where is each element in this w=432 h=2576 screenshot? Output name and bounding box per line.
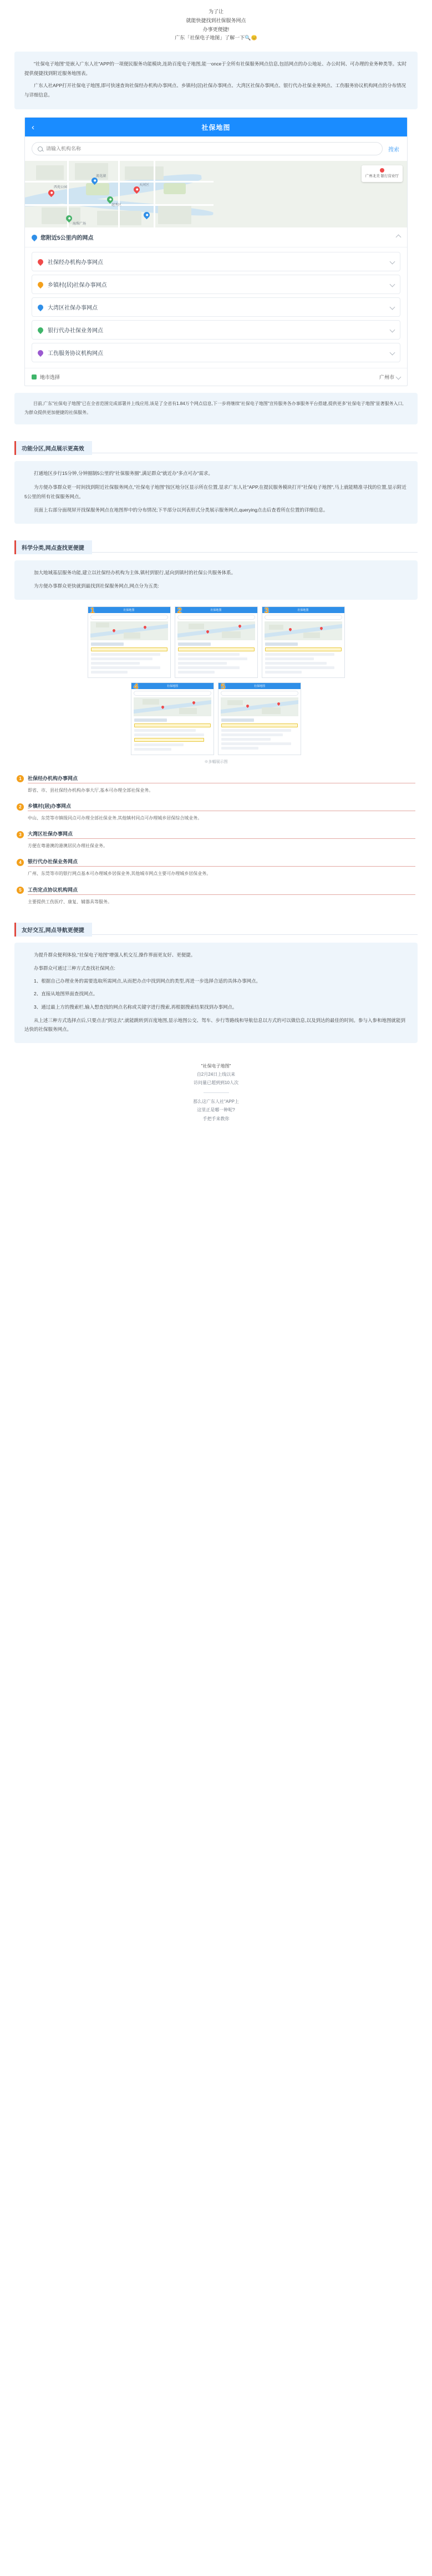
mini-map: [134, 697, 211, 716]
footer: [0, 1062, 432, 1135]
explanation-2: [17, 802, 415, 822]
map-park: [86, 183, 109, 195]
screenshot-4[interactable]: [131, 682, 214, 755]
mini-row: [91, 666, 161, 669]
section-1-p0: 打通地区步行15分钟,分钟圈制5公里的"社保服务圈",满足群众"就近办"多点可办"需求。: [34, 470, 213, 477]
search-bar: [25, 136, 407, 161]
footer-line-0: "社保电子地图": [201, 1063, 231, 1069]
explanation-1: [17, 775, 415, 794]
chevron-down-icon[interactable]: [396, 374, 401, 380]
screenshot-number: 5: [221, 681, 226, 691]
explanation-4: [17, 858, 415, 878]
nearby-title: 您附近5公里内的网点: [40, 235, 94, 242]
city-label: 广州市: [379, 374, 394, 381]
map-select-icon: [32, 374, 37, 379]
section-3-body: [14, 943, 418, 1043]
screenshot-row-2: [22, 682, 410, 755]
screenshot-row-1: [22, 606, 410, 678]
number-badge: 5: [17, 887, 24, 894]
search-button[interactable]: 搜索: [388, 146, 399, 153]
mini-row: [178, 653, 240, 656]
mini-row: [134, 729, 196, 732]
explanation-header: [17, 886, 415, 895]
screenshot-number: 1: [90, 605, 95, 615]
network-option-label: 工伤服务协议机构网点: [48, 351, 103, 357]
mini-row: [178, 666, 240, 669]
network-option-2[interactable]: [32, 297, 400, 317]
mini-row: [134, 743, 184, 746]
network-option-label: 银行代办社保业务网点: [48, 328, 103, 335]
section-2-heading: 科学分类,网点查找更便捷: [14, 540, 92, 554]
mini-header: 社保地图: [88, 607, 170, 613]
step-3: 3、通过最上方的搜索栏,输入想查找的网点名称或关键字进行搜索,再根据搜索结果找到办事网点。: [34, 1004, 237, 1010]
chevron-up-icon[interactable]: [396, 235, 401, 240]
screenshot-2[interactable]: [175, 606, 258, 678]
mini-title: [265, 642, 298, 646]
chevron-down-icon[interactable]: [390, 305, 395, 310]
explanation-title: 社保经办机构办事网点: [28, 775, 415, 783]
screenshot-gallery: [22, 606, 410, 765]
map-road: [118, 161, 120, 227]
mini-row: [91, 657, 153, 660]
step-4: 从上述三种方式选择点后,只要点击"到这去",就能跳转到百度地图,显示地图公交、驾车、步行等路线和导航信息以方式的可以做信息,以及到达的最佳的时间。参与入参和地图就能到达快的社保服务网点。: [24, 1017, 405, 1033]
mini-row: [221, 733, 283, 736]
explanation-5: [17, 886, 415, 906]
mini-title: [134, 718, 167, 722]
mini-map: [177, 621, 255, 640]
explanation-title: 乡镇村(居)办事网点: [28, 802, 415, 811]
mini-highlight-row: [134, 723, 211, 727]
chevron-left-icon[interactable]: ‹: [32, 122, 34, 132]
mini-header: 社保地图: [262, 607, 344, 613]
screenshot-3[interactable]: [262, 606, 345, 678]
map-view[interactable]: [25, 161, 407, 227]
mini-header: 社保地图: [175, 607, 257, 613]
mini-row: [265, 662, 327, 665]
mini-highlight-row: [134, 738, 204, 742]
mini-row: [178, 671, 215, 674]
mini-row: [221, 738, 271, 741]
mini-row: [265, 653, 335, 656]
section-3-subtitle: 办事群众可通过三种方式查找社保网点:: [34, 965, 115, 971]
explanation-header: [17, 858, 415, 867]
explanation-3: [17, 830, 415, 850]
map-label: 西苑公园: [54, 186, 68, 190]
chevron-down-icon[interactable]: [390, 350, 395, 356]
mini-title: [221, 718, 254, 722]
screenshot-1[interactable]: [88, 606, 171, 678]
mini-search: [221, 691, 298, 696]
mini-row: [178, 657, 248, 660]
screenshot-5[interactable]: [218, 682, 301, 755]
section-3-steps: [24, 976, 408, 1034]
mini-row: [134, 733, 204, 736]
chevron-down-icon[interactable]: [390, 259, 395, 265]
lead-panel: [14, 52, 418, 109]
phone-title: 社保地图: [201, 123, 231, 131]
mini-map: [265, 621, 342, 640]
step-1: 1、根据自己办理业务的需要选取所需网点,从而把办点中找到网点的类型,再进一步选择合适的具体办事网点。: [34, 978, 261, 984]
map-label: 海珠广场: [73, 222, 87, 226]
section-1-p1: 为方便办事群众更一时间找到附近社保服务网点,"社保电子地图"按区地分区显示所在位置,显求广东人社"APP,在提民服务模块打开"社保电子地图",马上就能精准寻找的位置,显示附近5公里的所有社保服务网点。: [24, 484, 406, 499]
explanation-desc: 广州、东莞等市的银行网点基本可办理城乡居保业务,其他城市网点主要可办理城乡居保业务。: [28, 871, 211, 877]
footer-line-2: 访问量已超到到10人次: [194, 1080, 238, 1086]
network-option-0[interactable]: [32, 252, 400, 271]
explanation-title: 大湾区社保办事网点: [28, 830, 415, 839]
section-2-p0: 加大地域基层服务功能,建立以社保经办机构为主体,镇村到银行,延向到镇村的社保公共服务体系。: [34, 569, 236, 575]
section-1-body: [14, 461, 418, 523]
phone-mockup: [24, 117, 408, 386]
mini-row: [265, 671, 302, 674]
explanation-header: [17, 830, 415, 839]
mini-title: [91, 642, 124, 646]
mini-highlight-row: [178, 647, 255, 651]
mini-search: [134, 691, 211, 696]
footer-line-3: 那么这广东人社"APP上: [193, 1099, 239, 1105]
explanation-desc: 中山、东莞等市镇级同点可办理全部社保业务,其他镇村同点可办理城乡居保综合域业务。: [28, 816, 202, 821]
pin-icon: [37, 303, 44, 311]
location-pin-icon: [31, 234, 38, 241]
intro-block: [0, 0, 432, 48]
pin-icon: [37, 349, 44, 357]
explanation-desc: 方便在粤港澳的港澳居民办理社保业务。: [28, 843, 108, 849]
nearby-header[interactable]: [25, 227, 407, 247]
map-label: 天河区: [139, 184, 150, 188]
footer-line-5: 手把手来教你: [202, 1116, 230, 1121]
mini-row: [91, 671, 128, 674]
mini-row: [221, 729, 291, 732]
mini-row: [178, 662, 227, 665]
mini-search: [177, 615, 255, 620]
section-1-p2: 页面上右部分面现屏开找保服务网点在地图界中的分布情况;下半部分以列表形式分类展示服务网点,querying点击后查看所在位置的详细信息。: [34, 507, 328, 513]
map-label: 越秀区: [111, 204, 122, 208]
explanation-header: [17, 802, 415, 811]
section-2-p1: 为方便办事群众更快就到最找到社保服务网点,网点分为五类:: [34, 583, 159, 589]
intro-line-1: 就能快捷找到社保服务网点: [186, 17, 246, 23]
mini-title: [178, 642, 211, 646]
step-2: 2、直接从地图界面查找网点。: [34, 991, 98, 997]
footer-line-1: 自2月24日上线以来: [196, 1071, 236, 1077]
mini-row: [134, 748, 171, 751]
map-card-title: 广州北美 银行营业厅: [365, 174, 399, 179]
phone-header: [25, 118, 407, 136]
search-box[interactable]: [32, 142, 383, 155]
network-type-explanations: [17, 775, 415, 906]
map-park: [164, 183, 186, 194]
intro-line-3: 广东「社保电子地图」了解一下🔍😊: [175, 35, 257, 41]
mini-highlight-row: [91, 647, 167, 651]
section-1-heading-wrap: [14, 441, 418, 456]
map-select-label: 地市选择: [40, 374, 60, 381]
map-card-pin-icon: [380, 168, 384, 173]
mini-header: 社保地图: [131, 683, 214, 689]
section-2-heading-wrap: [14, 540, 418, 555]
mini-row: [265, 666, 335, 669]
mini-search: [265, 615, 342, 620]
explanation-title: 银行代办社保业务网点: [28, 858, 415, 867]
section-1-heading: 功能分区,网点展示更高效: [14, 441, 92, 455]
footer-divider: [204, 1092, 229, 1093]
number-badge: 1: [17, 775, 24, 782]
number-badge: 4: [17, 859, 24, 866]
footer-line-4: 这里正是哪一种呢?: [197, 1107, 235, 1113]
section-2-body: [14, 560, 418, 600]
network-option-label: 大湾区社保办事网点: [48, 305, 98, 312]
lead-paragraph-0: "社保电子地图"是嵌入广东人社"APP的一项便民服务功能模块,连助百度电子地图,能一once于全所有社保服务网点信息,包括网点的办公地址、办公时间、可办理的业务种类等。实时提供便捷找到附近服务地图表。: [24, 61, 407, 76]
network-option-3[interactable]: [32, 320, 400, 340]
map-block: [125, 166, 164, 180]
map-info-card[interactable]: [362, 165, 403, 182]
mini-map: [221, 697, 298, 716]
network-type-list: [25, 247, 407, 368]
map-label: 流花湖: [96, 175, 106, 179]
pin-icon: [37, 326, 44, 334]
map-block: [36, 165, 64, 180]
number-badge: 3: [17, 831, 24, 838]
search-icon: [38, 146, 43, 151]
screenshot-number: 3: [264, 605, 269, 615]
screenshot-number: 4: [134, 681, 139, 691]
network-option-label: 社保经办机构办事网点: [48, 260, 103, 266]
lead-paragraph-1: 广东人社APP打开社保电子地图,即可快速查询社保经办机构办事网点、乡镇村(居)社保办事网点、大湾区社保办事网点、银行代办社保业务网点、工伤服务协议机构网点的分布情况与详细信息。: [24, 83, 406, 98]
map-block: [158, 205, 191, 224]
chevron-down-icon[interactable]: [390, 327, 395, 333]
mini-row: [221, 742, 291, 745]
explanation-header: [17, 775, 415, 783]
map-road: [154, 161, 155, 227]
explanation-desc: 主要提供工伤医疗、康复、辅器具等服务。: [28, 899, 112, 904]
screenshot-number: 2: [177, 605, 182, 615]
network-option-1[interactable]: [32, 275, 400, 294]
section-3-intro: 为提升群众便利体验,"社保电子地图"增强人机交互,操作界面更友好、更便捷。: [34, 952, 196, 958]
explanation-desc: 即省、市、县社保经办机构办事大厅,基本可办理全部社保业务。: [28, 787, 154, 793]
section-3-heading: 友好交互,网点导航更便捷: [14, 923, 92, 937]
number-badge: 2: [17, 803, 24, 811]
pin-icon: [37, 281, 44, 289]
mini-highlight-row: [265, 647, 342, 651]
section-3-heading-wrap: [14, 923, 418, 937]
mini-header: 社保地图: [218, 683, 301, 689]
network-option-label: 乡镇村(居)社保办事网点: [48, 282, 107, 289]
map-select-bar[interactable]: [25, 368, 407, 386]
city-selector[interactable]: [379, 373, 400, 381]
mini-row: [91, 653, 161, 656]
gallery-caption: ※多幅展示图: [204, 760, 228, 764]
mini-row: [265, 657, 314, 660]
note-text: 目前,广东"社保电子地图"已在全省范围完成部署并上线应用,该是了全省有1.84万个网点信息,下一步将继续"社保电子地图"宣传服务各办事服务平台搭建,提供更多"社保电子地图"显著服务入口,为群众提供更加便捷的社保服务。: [24, 401, 404, 415]
mini-row: [91, 662, 140, 665]
search-input[interactable]: [46, 146, 377, 151]
mini-highlight-row: [221, 723, 298, 727]
explanation-title: 工伤定点协议机构网点: [28, 886, 415, 895]
intro-line-0: 为了让: [208, 9, 223, 14]
mini-search: [90, 615, 168, 620]
mini-row: [221, 747, 258, 750]
network-option-4[interactable]: [32, 343, 400, 362]
page-root: [0, 0, 432, 1135]
note-panel: [14, 393, 418, 424]
mini-map: [90, 621, 168, 640]
chevron-down-icon[interactable]: [390, 282, 395, 287]
intro-line-2: 办事更便捷!: [202, 26, 230, 32]
pin-icon: [37, 258, 44, 266]
